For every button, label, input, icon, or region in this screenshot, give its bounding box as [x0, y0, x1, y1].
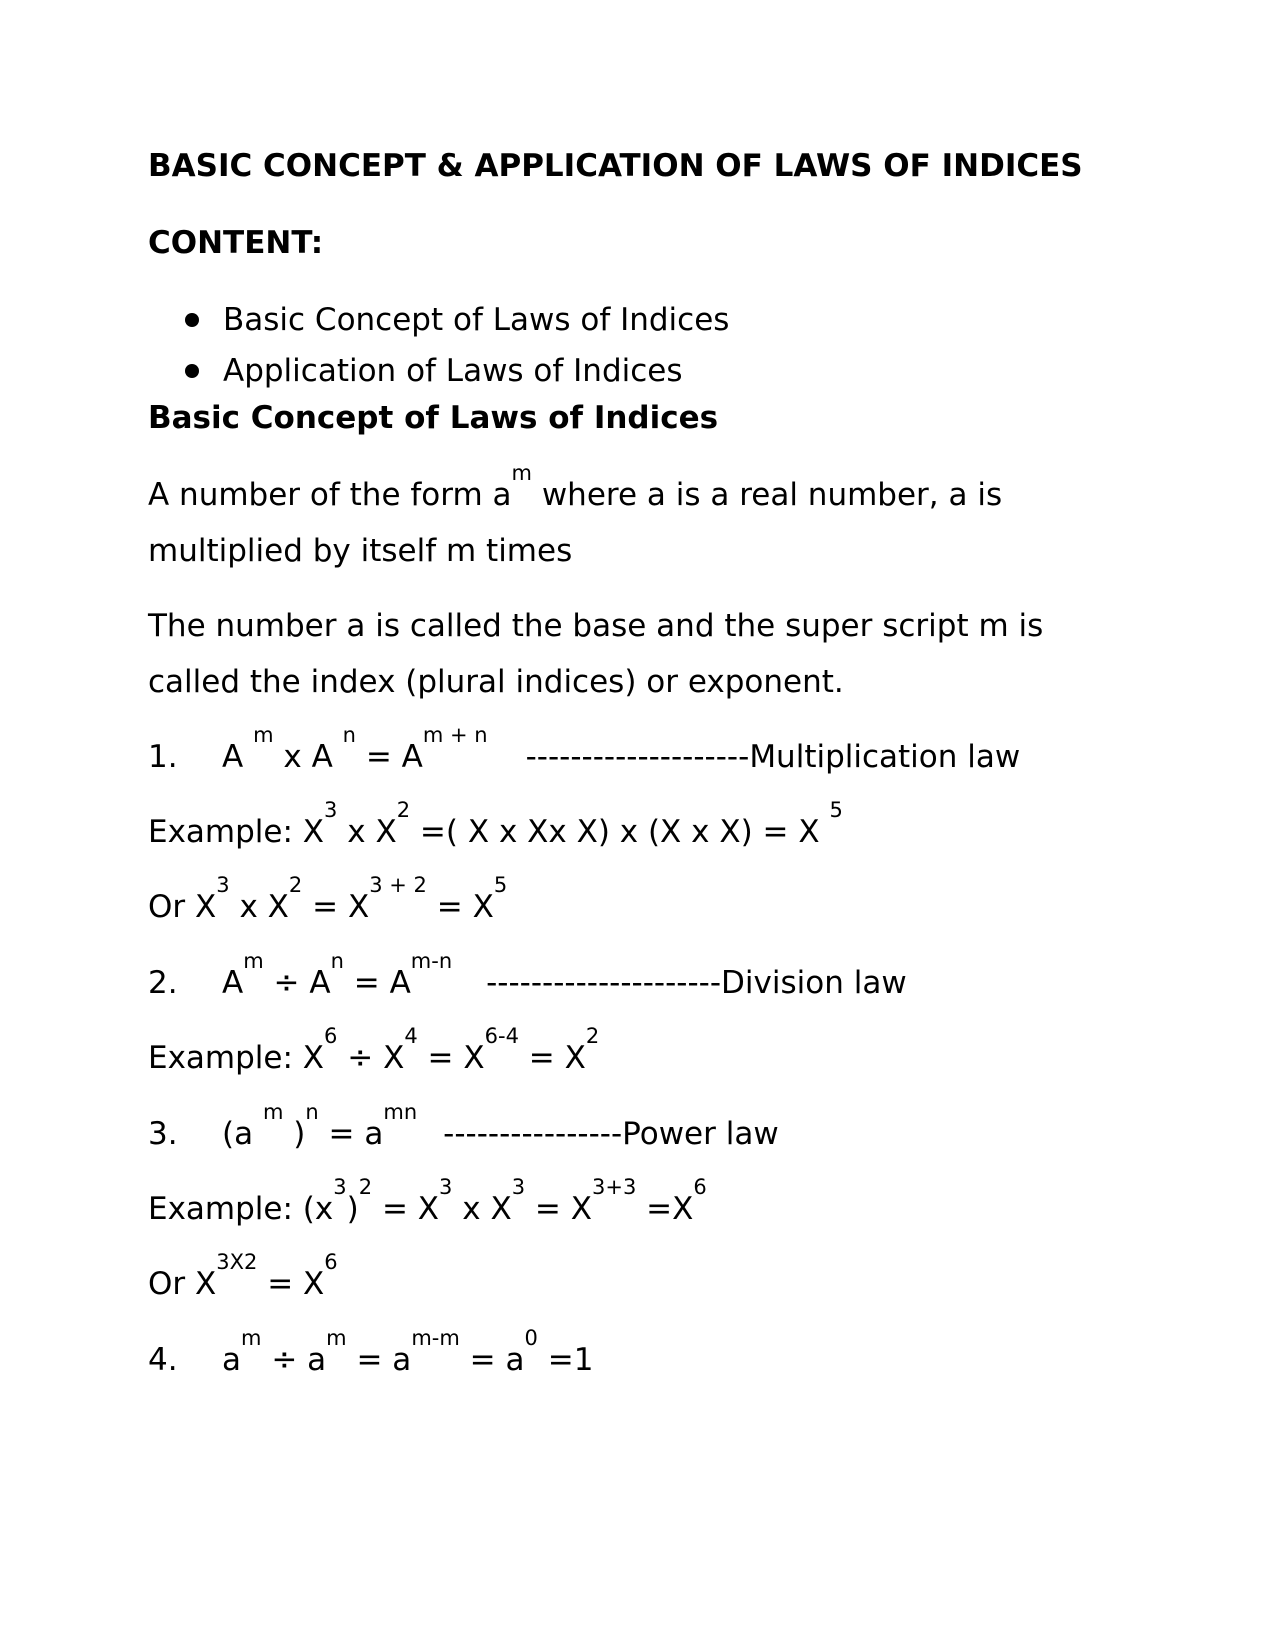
section-heading: Basic Concept of Laws of Indices: [148, 400, 719, 436]
example-line: Example: $X^3$ x $X^2$ =( X x Xx X) x (X x X) = X $^5$: [148, 798, 843, 850]
paragraph-line: called the index (plural indices) or exponent.: [148, 664, 844, 700]
content-heading: CONTENT:: [148, 225, 324, 261]
law-power: 3. (a $^m$ )$^n = a^{mn}---------------$-Power law: [148, 1100, 779, 1152]
law-multiplication: 1. A $^m$ x A $^n = A^{m + n}-------------------$-Multiplication law: [148, 723, 1021, 775]
law-zero-index: 4. $a^m \div a^m = a^{m-m} = a^0 =1$: [148, 1326, 594, 1378]
paragraph-line: multiplied by itself m times: [148, 533, 573, 569]
example-line: Or $X^3$ x $X^2 = X^{3 + 2} = X^5$: [148, 873, 508, 925]
example-line: Example: $(x^3)^2 = X^3$ x $X^3 = X^{3+3} =X^6$: [148, 1175, 707, 1227]
example-line: Or $X^{3X2} = X^6$: [148, 1250, 338, 1302]
document-page: BASIC CONCEPT & APPLICATION OF LAWS OF INDICES CONTENT: Basic Concept of Laws of Indices Application of Laws of Indices Basic Concept of Laws of Indices A number of the form $a^m$ where a is a real number, a is multiplied by itself m times The number a is called the base and the super script m is called the index (plural indices) or exponent. 1. A $^m$ x A $^n = A^{m + n}-------------------$-Multiplication law Example: $X^3$ x $X^2$ =( X x Xx X) x (X x X) = X $^5$ Or $X^3$ x $X^2 = X^{3 + 2} = X^5$ 2. $A^m \div A^n$ = $A^{m-n}--------------------$-Division law Example: $X^6 \div X^4 = X^{6-4} = X^2$ 3. (a $^m$ )$^n = a^{mn}---------------$-Power law Example: $(x^3)^2 = X^3$ x $X^3 = X^{3+3} =X^6$ Or $X^{3X2} = X^6$ 4. $a^m \div a^m = a^{m-m} = a^0 =1$: [148, 148, 1083, 1378]
bullet-icon: [185, 313, 199, 327]
document-title: BASIC CONCEPT & APPLICATION OF LAWS OF INDICES: [148, 148, 1083, 184]
law-division: 2. $A^m \div A^n$ = $A^{m-n}--------------------$-Division law: [148, 949, 907, 1001]
example-line: Example: $X^6 \div X^4 = X^{6-4} = X^2$: [148, 1024, 600, 1076]
paragraph-line: The number a is called the base and the super script m is: [148, 608, 1044, 644]
paragraph-line: A number of the form $a^m$ where a is a real number, a is: [148, 461, 1003, 513]
bullet-icon: [185, 364, 199, 378]
